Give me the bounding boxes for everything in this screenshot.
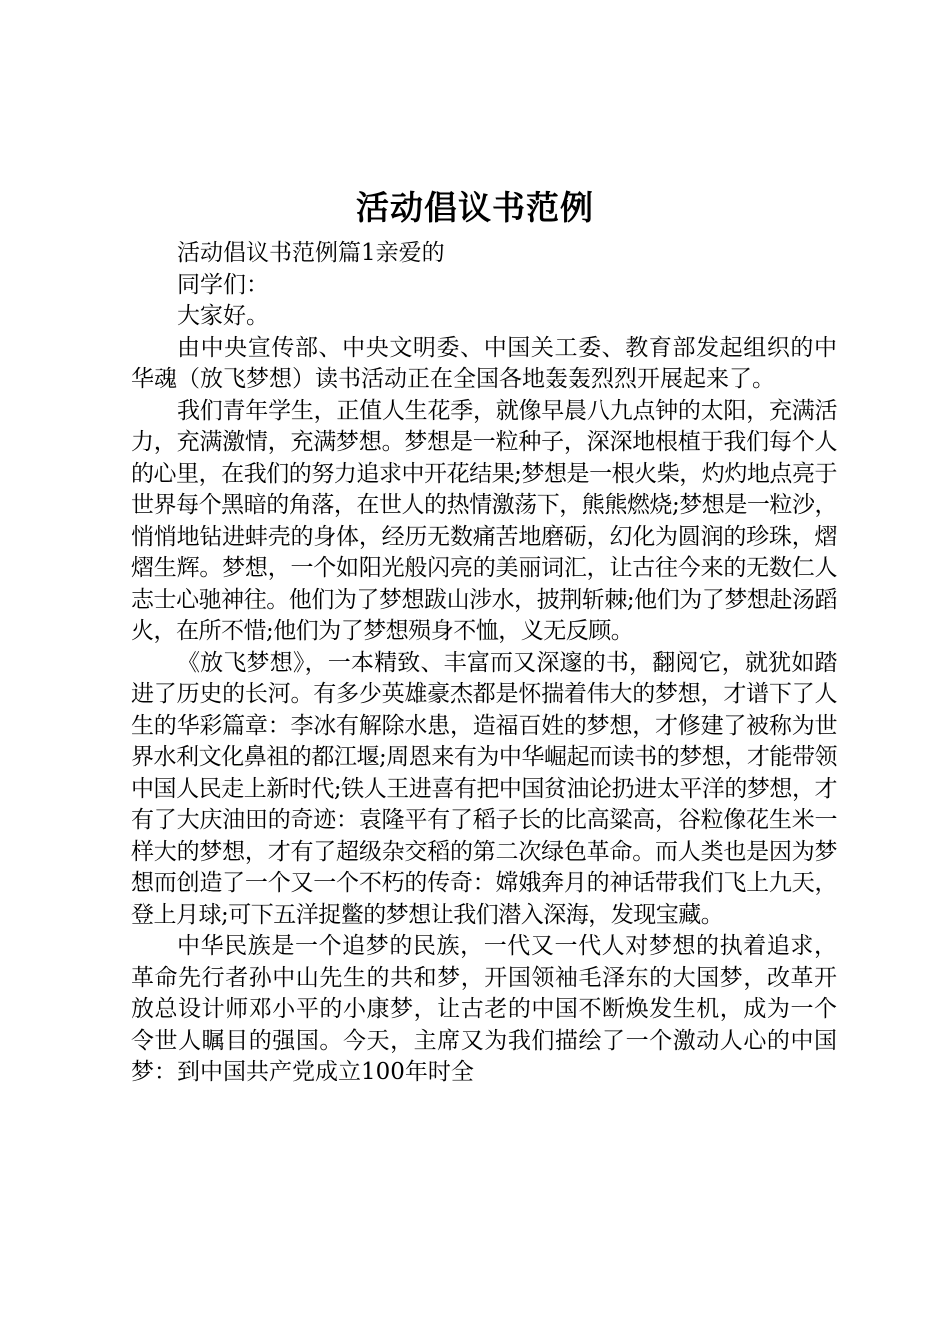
paragraph-salutation-continued: 同学们： <box>177 271 269 298</box>
paragraph-salutation: 活动倡议书范例篇1亲爱的 <box>177 240 445 266</box>
paragraph-greeting: 大家好。 <box>177 303 269 329</box>
paragraph-dreams: 我们青年学生，正值人生花季，就像早晨八九点钟的太阳，充满活力，充满激情，充满梦想。梦想是一粒种子，深深地根植于我们每个人的心里，在我们的努力追求中开花结果;梦想是一根火柴，灼灼地点亮于世界每个黑暗的角落，在世人的热情激荡下，熊熊燃烧;梦想是一粒沙，悄悄地钻进蚌壳的身体，经历无数痛苦地磨砺，幻化为圆润的珍珠，熠熠生辉。梦想，一个如阳光般闪亮的美丽词汇，让古往今来的无数仁人志士心驰神往。他们为了梦想跋山涉水，披荆斩棘;他们为了梦想赴汤蹈火，在所不惜;他们为了梦想殒身不恤，义无反顾。 <box>131 397 837 644</box>
paragraph-book: 《放飞梦想》，一本精致、丰富而又深邃的书，翻阅它，就犹如踏进了历史的长河。有多少英雄豪杰都是怀揣着伟大的梦想，才谱下了人生的华彩篇章：李冰有解除水患，造福百姓的梦想，才修建了被称为世界水利文化鼻祖的都江堰;周恩来有为中华崛起而读书的梦想，才能带领中国人民走上新时代;铁人王进喜有把中国贫油论扔进太平洋的梦想，才有了大庆油田的奇迹：袁隆平有了稻子长的比高粱高，谷粒像花生米一样大的梦想，才有了超级杂交稻的第二次绿色革命。而人类也是因为梦想而创造了一个又一个不朽的传奇：嫦娥奔月的神话带我们飞上九天，登上月球;可下五洋捉鳖的梦想让我们潜入深海，发现宝藏。 <box>131 649 837 928</box>
document-title: 活动倡议书范例 <box>356 188 594 227</box>
paragraph-nation: 中华民族是一个追梦的民族，一代又一代人对梦想的执着追求，革命先行者孙中山先生的共和梦，开国领袖毛泽东的大国梦，改革开放总设计师邓小平的小康梦，让古老的中国不断焕发生机，成为一个令世人瞩目的强国。今天，主席又为我们描绘了一个激动人心的中国梦：到中国共产党成立100年时全 <box>131 933 837 1085</box>
paragraph-intro: 由中央宣传部、中央文明委、中国关工委、教育部发起组织的中华魂（放飞梦想）读书活动正在全国各地轰轰烈烈开展起来了。 <box>131 334 837 392</box>
document-body <box>131 238 837 1089</box>
